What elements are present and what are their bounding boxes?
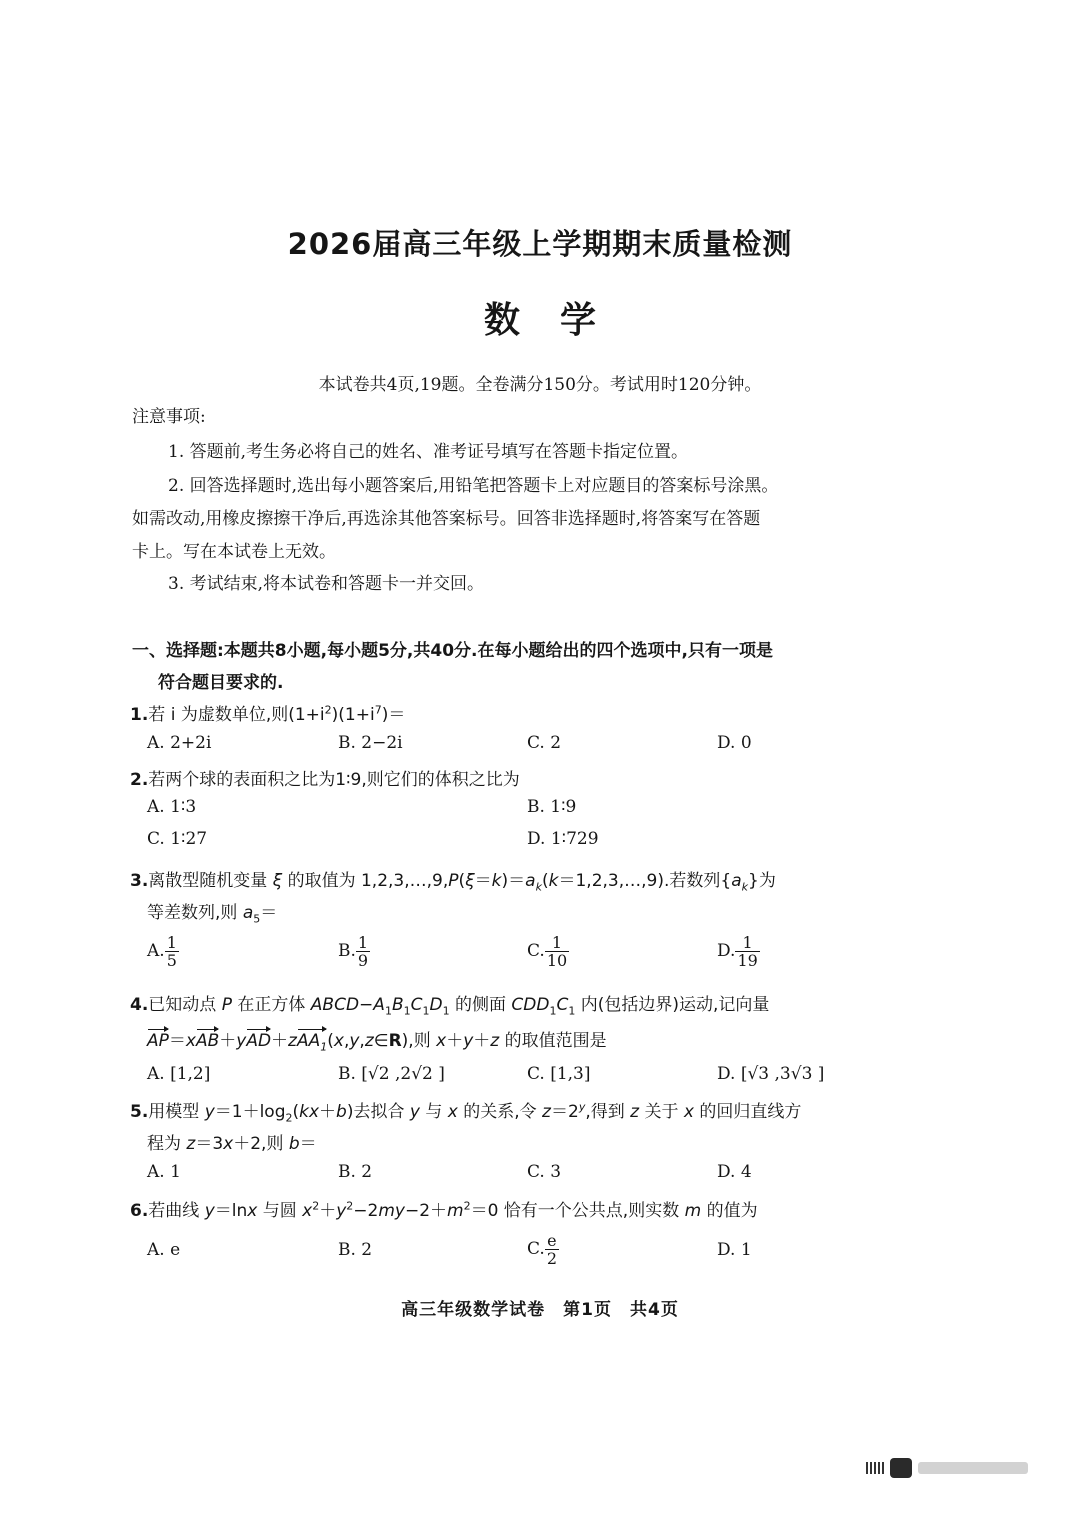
question-2-text: 若两个球的表面积之比为1∶9,则它们的体积之比为 [148,770,520,790]
subject-title: 数学 [483,300,636,341]
q4-option-d: D. [√3 ,3√3 ] [717,1064,825,1084]
q2-option-c: C. 1∶27 [147,829,208,849]
q6-option-d: D. 1 [717,1240,752,1260]
q2-option-b: B. 1∶9 [527,797,577,817]
q6-option-b: B. 2 [338,1240,373,1260]
q3-option-b: B. $\frac{1}{9}$ [338,933,369,970]
q3-option-c-fraction: $\frac{1}{10}$ [546,933,568,970]
question-1-stem: 1.若 i 为虚数单位,则$(1+i^2)(1+i^7)=$ [130,703,406,725]
q3-option-a: A. $\frac{1}{5}$ [147,933,177,970]
q2-option-a: A. 1∶3 [147,797,197,817]
q3-option-c: C. $\frac{1}{10}$ [527,933,568,970]
question-5-stem-line-1: 5.用模型 $y=1+\log_2(kx+b)$去拟合 y 与 x 的关系,令 $z=2^y$,得到 z 关于 x 的回归直线方 [130,1100,802,1125]
question-2-number: 2. [130,770,149,790]
q1-option-c: C. 2 [527,733,562,753]
notice-item-1: 1. 答题前,考生务必将自己的姓名、准考证号填写在答题卡指定位置。 [168,442,689,462]
notice-item-2-line-1: 2. 回答选择题时,选出每小题答案后,用铅笔把答题卡上对应题目的答案标号涂黑。 [168,476,779,496]
q6-option-a: A. e [147,1240,181,1260]
q1-option-d: D. 0 [717,733,752,753]
q4-option-a: A. [1,2] [147,1064,211,1084]
question-3-number: 3. [130,871,149,891]
question-4-number: 4. [130,995,149,1015]
watermark [866,1458,1028,1478]
q6-option-c-fraction: $\frac{e}{2}$ [546,1231,557,1268]
q2-option-d: D. 1∶729 [527,829,599,849]
section-1-heading: 一、选择题:本题共8小题,每小题5分,共40分.在每小题给出的四个选项中,只有一项是 [132,641,773,661]
exam-intro: 本试卷共4页,19题。全卷满分150分。考试用时120分钟。 [318,375,762,395]
question-1-number: 1. [130,705,149,725]
q5-option-c: C. 3 [527,1162,562,1182]
notice-item-2-line-3: 卡上。写在本试卷上无效。 [132,542,336,562]
q4-option-b: B. [√2 ,2√2 ] [338,1064,445,1084]
q1-option-b: B. 2−2i [338,733,403,753]
notice-item-3: 3. 考试结束,将本试卷和答题卡一并交回。 [168,574,485,594]
notice-heading: 注意事项: [132,407,206,427]
section-1-heading-cont: 符合题目要求的. [158,673,284,693]
page-footer: 高三年级数学试卷 第1页 共4页 [401,1300,679,1320]
q5-option-a: A. 1 [147,1162,181,1182]
q1-option-a: A. 2+2i [147,733,212,753]
question-5-number: 5. [130,1102,149,1122]
q4-option-c: C. [1,3] [527,1064,591,1084]
qr-code-icon [866,1462,884,1474]
question-6-stem: 6.若曲线 y＝lnx 与圆 $x^2+y^2-2my-2+m^2=0$ 恰有一个公共点,则实数 m 的值为 [130,1199,758,1221]
q3-option-d: D. $\frac{1}{19}$ [717,933,758,970]
exam-title: 2026届高三年级上学期期末质量检测 [287,227,793,261]
question-5-stem-line-2: 程为 z＝3x＋2,则 b＝ [147,1134,317,1154]
app-logo-icon [890,1458,912,1478]
question-3-stem-line-2: 等差数列,则 $a_5=$ [147,903,278,926]
question-4-stem-line-1: 4.已知动点 P 在正方体 $ABCD-A_1B_1C_1D_1$ 的侧面 $CDD_1C_1$ 内(包括边界)运动,记向量 [130,995,770,1018]
q5-option-b: B. 2 [338,1162,373,1182]
question-6-number: 6. [130,1201,149,1221]
question-4-stem-line-2: AP＝xAB＋yAD＋zAA$_1$(x,y,z∈R),则 x＋y＋z 的取值范围是 [147,1031,607,1054]
q5-option-d: D. 4 [717,1162,752,1182]
q3-option-b-fraction: $\frac{1}{9}$ [357,933,369,970]
watermark-blur [918,1462,1028,1474]
question-2-stem [130,765,520,790]
notice-item-2-line-2: 如需改动,用橡皮擦擦干净后,再选涂其他答案标号。回答非选择题时,将答案写在答题 [132,509,761,529]
q6-option-c: C. $\frac{e}{2}$ [527,1231,557,1268]
question-3-stem-line-1: 3.离散型随机变量 ξ 的取值为 $1,2,3,\dots,9,P(\xi=k)=a_k(k=1,2,3,\dots,9)$.若数列$\{a_k\}$为 [130,871,776,894]
q3-option-d-fraction: $\frac{1}{19}$ [737,933,758,970]
q3-option-a-fraction: $\frac{1}{5}$ [166,933,177,970]
